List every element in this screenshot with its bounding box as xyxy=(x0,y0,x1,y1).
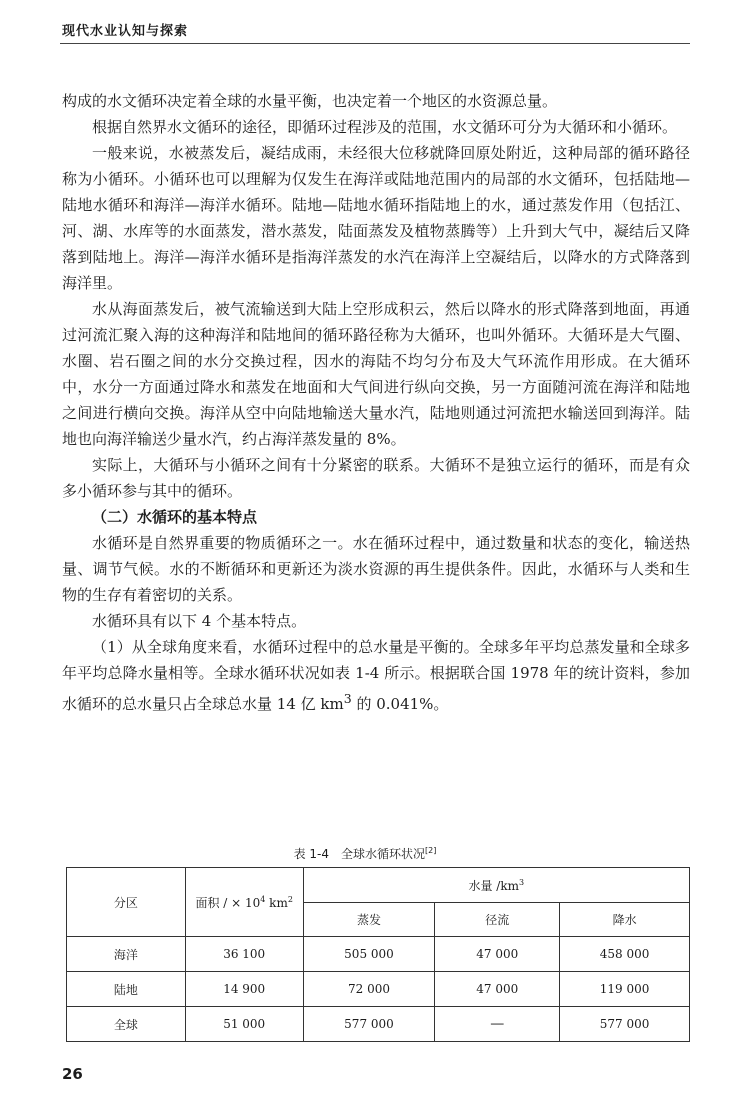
cell-region: 陆地 xyxy=(67,972,186,1007)
paragraph: 水循环具有以下 4 个基本特点。 xyxy=(92,612,307,630)
cell-evaporation: 505 000 xyxy=(303,937,435,972)
section-heading: （二）水循环的基本特点 xyxy=(92,508,258,526)
table-row xyxy=(67,1007,690,1042)
header-runoff: 径流 xyxy=(435,903,560,937)
point-1-tail: 的 0.041%。 xyxy=(351,695,449,713)
cell-evaporation: 72 000 xyxy=(303,972,435,1007)
header-rule xyxy=(60,43,690,44)
paragraph: 水从海面蒸发后，被气流输送到大陆上空形成积云，然后以降水的形式降落到地面，再通过河流汇聚入海的这种海洋和陆地间的循环路径称为大循环，也叫外循环。大循环是大气圈、水圈、岩石圈之间的水分交换过程，因水的海陆不均匀分布及大气环流作用形成。在大循环中，水分一方面通过降水和蒸发在地面和大气间进行纵向交换，另一方面随河流在海洋和陆地之间进行横向交换。海洋从空中向陆地输送大量水汽，陆地则通过河流把水输送回到海洋。陆地也向海洋输送少量水汽，约占海洋蒸发量的 8%。 xyxy=(62,300,690,448)
cell-precipitation: 577 000 xyxy=(560,1007,690,1042)
table-row xyxy=(67,972,690,1007)
paragraph: 一般来说，水被蒸发后，凝结成雨，未经很大位移就降回原处附近，这种局部的循环路径称为小循环。小循环也可以理解为仅发生在海洋或陆地范围内的局部的水文循环，包括陆地—陆地水循环和海洋—海洋水循环。陆地—陆地水循环指陆地上的水，通过蒸发作用（包括江、河、湖、水库等的水面蒸发，潜水蒸发，陆面蒸发及植物蒸腾等）上升到大气中，凝结后又降落到陆地上。海洋—海洋水循环是指海洋蒸发的水汽在海洋上空凝结后，以降水的方式降落到海洋里。 xyxy=(62,144,690,292)
cell-precipitation: 458 000 xyxy=(560,937,690,972)
cell-runoff: — xyxy=(435,1007,560,1042)
paragraph: 水循环是自然界重要的物质循环之一。水在循环过程中，通过数量和状态的变化，输送热量、调节气候。水的不断循环和更新还为淡水资源的再生提供条件。因此，水循环与人类和生物的生存有着密切的关系。 xyxy=(62,534,690,604)
cell-runoff: 47 000 xyxy=(435,972,560,1007)
header-area: 面积 / × $10^4$ $km^2$ xyxy=(185,868,303,937)
cell-runoff: 47 000 xyxy=(435,937,560,972)
table-header-row xyxy=(67,868,690,903)
running-head: 现代水业认知与探索 xyxy=(62,24,189,39)
table-row xyxy=(67,937,690,972)
paragraph-continuation: 构成的水文循环决定着全球的水量平衡，也决定着一个地区的水资源总量。 xyxy=(62,92,558,110)
cell-region: 全球 xyxy=(67,1007,186,1042)
paragraph: 实际上，大循环与小循环之间有十分紧密的联系。大循环不是独立运行的循环，而是有众多小循环参与其中的循环。 xyxy=(62,456,690,500)
caption-text: 表 1-4 全球水循环状况 xyxy=(293,847,426,861)
body-text xyxy=(62,88,690,717)
header-precipitation: 降水 xyxy=(560,903,690,937)
header-evaporation: 蒸发 xyxy=(303,903,435,937)
header-water-volume: 水量 $/km^3$ xyxy=(303,868,689,903)
cell-area: 14 900 xyxy=(185,972,303,1007)
water-cycle-table xyxy=(66,867,690,1042)
point-1-superscript: 3 xyxy=(343,691,352,706)
cell-evaporation: 577 000 xyxy=(303,1007,435,1042)
caption-reference: [2] xyxy=(425,846,437,855)
cell-area: 51 000 xyxy=(185,1007,303,1042)
cell-region: 海洋 xyxy=(67,937,186,972)
cell-area: 36 100 xyxy=(185,937,303,972)
cell-precipitation: 119 000 xyxy=(560,972,690,1007)
table-caption xyxy=(0,845,730,862)
point-1-text: （1）从全球角度来看，水循环过程中的总水量是平衡的。全球多年平均总蒸发量和全球多年平均总降水量相等。全球水循环状况如表 1-4 所示。根据联合国 1978 年的统计资料，参加水循环的总水量只占全球总水量 14 亿 km xyxy=(62,638,690,713)
header-region: 分区 xyxy=(67,868,186,937)
paragraph-point-1 xyxy=(62,634,690,717)
paragraph: 根据自然界水文循环的途径，即循环过程涉及的范围，水文循环可分为大循环和小循环。 xyxy=(92,118,678,136)
page-number: 26 xyxy=(62,1065,83,1083)
